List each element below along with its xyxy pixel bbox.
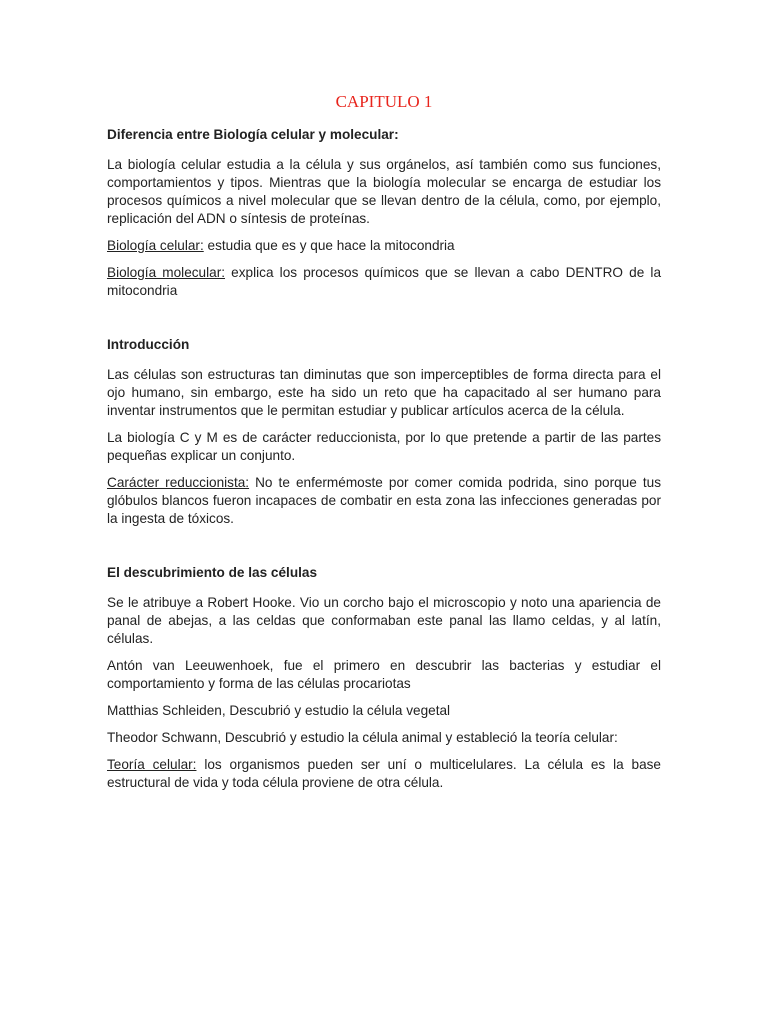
term-molecular-biology: Biología molecular: bbox=[107, 265, 226, 280]
paragraph-leeuwenhoek: Antón van Leeuwenhoek, fue el primero en descubrir las bacterias y estudiar el comportamiento y forma de las células procariotas bbox=[107, 658, 661, 691]
chapter-title: CAPITULO 1 bbox=[335, 92, 433, 111]
definition-text-molecular-biology: explica los procesos químicos que se llevan a cabo DENTRO de la mitocondria bbox=[107, 265, 662, 298]
term-cell-biology: Biología celular: bbox=[107, 238, 204, 253]
paragraph-difference: La biología celular estudia a la célula y sus orgánelos, así también como sus funciones, comportamientos y tipos. Mientras que la biología molecular se encarga de estudiar los procesos químicos a nivel molecular que se llevan dentro de la célula, como, por ejemplo, replicación del ADN o síntesis de proteínas. bbox=[107, 157, 661, 226]
definition-reductionist bbox=[107, 474, 661, 528]
paragraph-schwann: Theodor Schwann, Descubrió y estudio la célula animal y estableció la teoría celular: bbox=[107, 730, 618, 745]
section-heading-discovery: El descubrimiento de las células bbox=[107, 565, 318, 580]
term-reductionist: Carácter reduccionista: bbox=[107, 475, 250, 490]
term-cell-theory: Teoría celular: bbox=[107, 757, 197, 772]
definition-text-reductionist: No te enfermémoste por comer comida podrida, sino porque tus glóbulos blancos fueron incapaces de combatir en esta zona las infecciones generadas por la ingesta de tóxicos. bbox=[107, 475, 661, 526]
paragraph-schleiden: Matthias Schleiden, Descubrió y estudio la célula vegetal bbox=[107, 703, 451, 718]
paragraph-hooke: Se le atribuye a Robert Hooke. Vio un corcho bajo el microscopio y noto una apariencia de panal de abejas, a las celdas que conformaban este panal las llamo celdas, y al latín, células. bbox=[107, 595, 661, 646]
definition-cell-biology bbox=[107, 237, 661, 255]
paragraph-introduction-1: Las células son estructuras tan diminutas que son imperceptibles de forma directa para el ojo humano, sin embargo, este ha sido un reto que ha capacitado al ser humano para inventar instrumentos que le permitan estudiar y publicar artículos acerca de la célula. bbox=[107, 367, 661, 418]
section-heading-difference: Diferencia entre Biología celular y molecular: bbox=[107, 127, 399, 142]
definition-text-cell-theory: los organismos pueden ser uní o multicelulares. La célula es la base estructural de vida y toda célula proviene de otra célula. bbox=[107, 757, 661, 790]
paragraph-introduction-2: La biología C y M es de carácter reduccionista, por lo que pretende a partir de las partes pequeñas explicar un conjunto. bbox=[107, 430, 661, 463]
definition-molecular-biology bbox=[107, 264, 661, 300]
section-heading-introduction: Introducción bbox=[107, 337, 190, 352]
definition-text-cell-biology: estudia que es y que hace la mitocondria bbox=[203, 238, 455, 253]
definition-cell-theory bbox=[107, 756, 661, 792]
